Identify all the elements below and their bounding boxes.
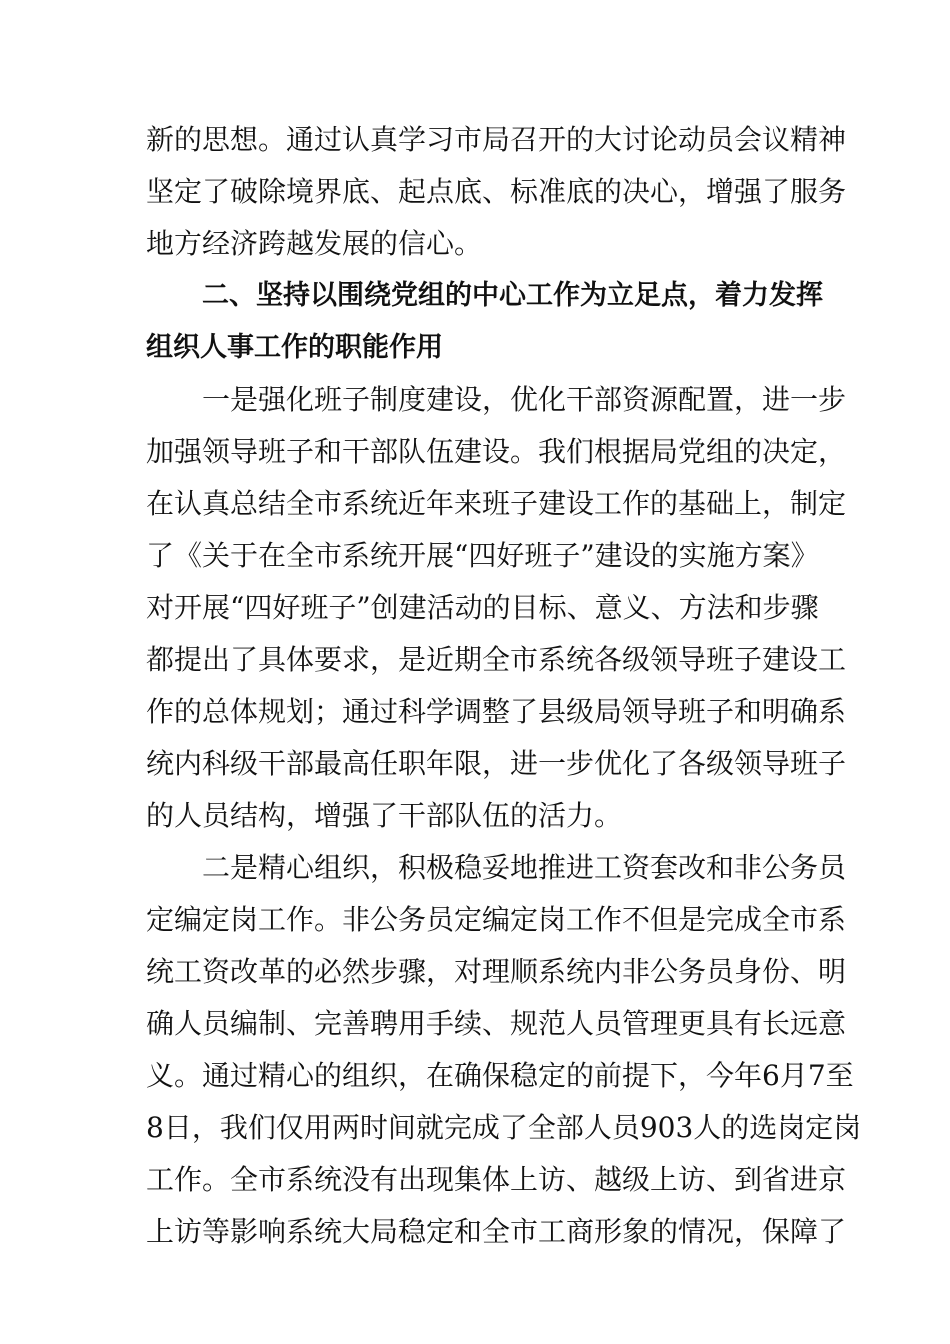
body-text-line: 新的思想。通过认真学习市局召开的大讨论动员会议精神 [146,123,847,156]
body-text-line: 义。通过精心的组织，在确保稳定的前提下，今年6月7至 [146,1059,854,1092]
body-text-line: 都提出了具体要求，是近期全市系统各级领导班子建设工 [146,643,847,676]
body-text-line: 了《关于在全市系统开展“四好班子”建设的实施方案》 [146,539,819,572]
body-text-line: 地方经济跨越发展的信心。 [146,227,483,260]
body-text-line: 加强领导班子和干部队伍建设。我们根据局党组的决定， [146,435,847,468]
section-heading-continuation: 组织人事工作的职能作用 [146,332,443,363]
body-text-line: 确人员编制、完善聘用手续、规范人员管理更具有长远意 [146,1007,847,1040]
body-text-line: 工作。全市系统没有出现集体上访、越级上访、到省进京 [146,1163,847,1196]
section-heading: 二、坚持以围绕党组的中心工作为立足点，着力发挥 [202,280,823,311]
body-text-line: 上访等影响系统大局稳定和全市工商形象的情况，保障了 [146,1215,847,1248]
body-text-line: 统工资改革的必然步骤，对理顺系统内非公务员身份、明 [146,955,847,988]
body-text-line: 8日，我们仅用两时间就完成了全部人员903人的选岗定岗 [146,1111,862,1144]
body-text-line: 对开展“四好班子”创建活动的目标、意义、方法和步骤 [146,591,819,624]
body-text-line: 作的总体规划；通过科学调整了县级局领导班子和明确系 [146,695,847,728]
paragraph-first-line: 一是强化班子制度建设，优化干部资源配置，进一步 [202,383,847,416]
body-text-line: 坚定了破除境界底、起点底、标准底的决心，增强了服务 [146,175,847,208]
body-text-line: 定编定岗工作。非公务员定编定岗工作不但是完成全市系 [146,903,847,936]
body-text-line: 统内科级干部最高任职年限，进一步优化了各级领导班子 [146,747,847,780]
body-text-line: 的人员结构，增强了干部队伍的活力。 [146,799,623,832]
body-text-line: 在认真总结全市系统近年来班子建设工作的基础上，制定 [146,487,847,520]
paragraph-first-line: 二是精心组织，积极稳妥地推进工资套改和非公务员 [202,851,847,884]
